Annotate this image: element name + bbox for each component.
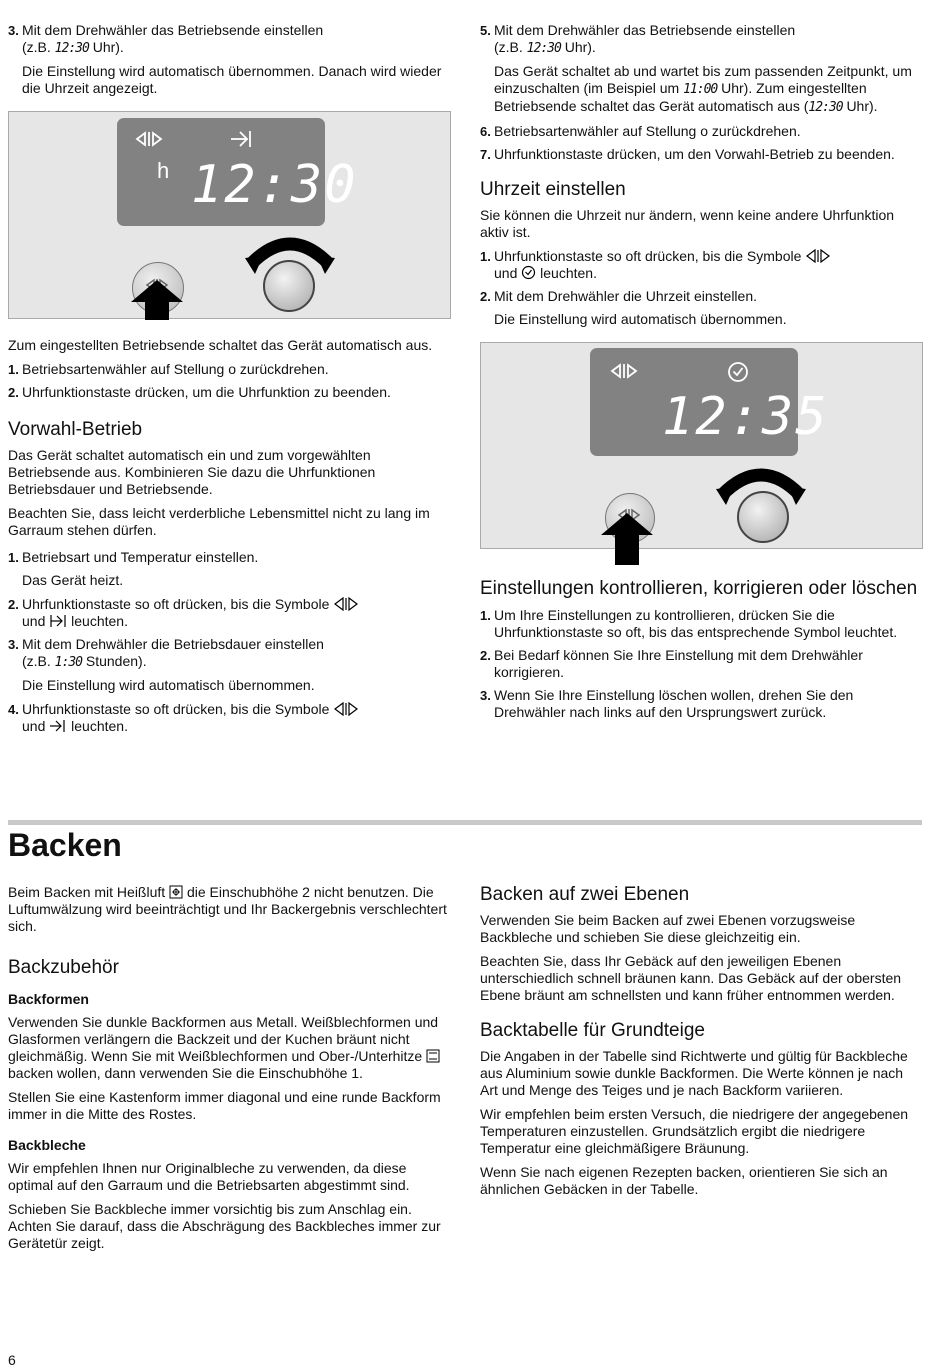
step-text: Mit dem Drehwähler das Betriebsende einstellen	[494, 22, 796, 38]
step-number: 1.	[480, 249, 491, 264]
step-note: Das Gerät heizt.	[22, 572, 124, 588]
press-arrow-icon	[131, 280, 183, 320]
section-heading: Backen auf zwei Ebenen	[480, 884, 690, 905]
example-time: 12:30	[526, 41, 561, 56]
step-text: Betriebsartenwähler auf Stellung o zurückdrehen.	[494, 123, 801, 139]
step	[480, 123, 923, 140]
clock-function-icon	[805, 249, 831, 263]
example-time: 12:30	[54, 41, 89, 56]
example-time: 11:00	[683, 82, 718, 97]
step-number: 6.	[480, 124, 491, 139]
paragraph: Beim Backen mit Heißluft die Einschubhöhe 2 nicht benutzen. Die Luftumwälzung wird beeinträchtigt und Ihr Backergebnis verschlechtert sich.	[8, 884, 447, 934]
press-arrow-icon	[601, 513, 653, 565]
step-text: Uhrfunktionstaste so oft drücken, bis die Symbole	[494, 248, 802, 264]
section-heading: Vorwahl-Betrieb	[8, 419, 143, 440]
step-number: 1.	[480, 608, 491, 623]
backen-right-column	[480, 884, 923, 1205]
section-heading: Backzubehör	[8, 957, 119, 978]
step	[8, 549, 451, 566]
step	[8, 384, 451, 401]
left-column	[8, 22, 451, 741]
step-text: und	[494, 265, 518, 281]
step	[8, 22, 451, 57]
step	[480, 288, 923, 305]
lcd-hour-unit: h	[157, 158, 170, 183]
step-number: 2.	[480, 648, 491, 663]
step	[480, 248, 923, 282]
example-post: Uhr).	[564, 39, 596, 55]
step-text: Bei Bedarf können Sie Ihre Einstellung mit dem Drehwähler korrigieren.	[494, 647, 863, 680]
example-pre: (z.B.	[22, 39, 51, 55]
end-time-icon	[49, 719, 67, 733]
clock-function-icon	[333, 702, 359, 716]
step-text: leuchten.	[540, 265, 597, 281]
example-time: 1:30	[54, 655, 82, 670]
chapter-title: Backen	[8, 827, 122, 863]
paragraph: Verwenden Sie beim Backen auf zwei Ebenen vorzugsweise Backbleche und schieben Sie diese gleichzeitig ein.	[480, 912, 856, 945]
step-note: Die Einstellung wird automatisch übernommen. Danach wird wieder die Uhrzeit angezeigt.	[22, 63, 442, 96]
step-number: 1.	[8, 550, 19, 565]
step	[480, 687, 923, 721]
subsection-heading: Backformen	[8, 991, 89, 1007]
section-heading: Backtabelle für Grundteige	[480, 1020, 705, 1041]
step-number: 3.	[8, 637, 19, 652]
paragraph: Wir empfehlen Ihnen nur Originalbleche zu verwenden, da diese optimal auf den Garraum und die Betriebsarten abgestimmt sind.	[8, 1160, 410, 1193]
step-note: Die Einstellung wird automatisch übernommen.	[494, 311, 787, 327]
step	[480, 146, 923, 163]
step	[480, 22, 923, 57]
paragraph: Zum eingestellten Betriebsende schaltet das Gerät automatisch aus.	[8, 337, 433, 353]
paragraph: Stellen Sie eine Kastenform immer diagonal und eine runde Backform immer in die Mitte des Rostes.	[8, 1089, 441, 1122]
step-text: Uhrfunktionstaste drücken, um die Uhrfunktion zu beenden.	[22, 384, 391, 400]
step-number: 3.	[8, 23, 19, 38]
rotary-knob[interactable]	[263, 260, 315, 312]
paragraph: Verwenden Sie dunkle Backformen aus Metall. Weißblechformen und Glasformen verlängern die Backzeit und der Kuchen bräunt nicht gleichmäßig. Wenn Sie mit Weißblechformen und Ober-/Unterhitze backen wollen, dann verwenden Sie die Einschubhöhe 1.	[8, 1014, 451, 1082]
step-number: 2.	[480, 289, 491, 304]
paragraph: Wir empfehlen beim ersten Versuch, die niedrigere der angegebenen Temperaturen einzustellen. Grundsätzlich ergibt die niedrigere Temperatur eine gleichmäßigere Bräunung.	[480, 1106, 909, 1156]
clock-function-icon	[610, 363, 638, 379]
example-post: Uhr).	[92, 39, 124, 55]
hot-air-icon	[169, 885, 183, 899]
step-number: 4.	[8, 702, 19, 717]
step-text: leuchten.	[71, 718, 128, 734]
backen-left-column	[8, 884, 451, 1259]
clock-function-icon	[135, 131, 163, 147]
oven-display-illustration	[480, 342, 923, 549]
clock-function-icon	[333, 597, 359, 611]
example-post: Stunden).	[85, 653, 147, 669]
step-number: 2.	[8, 385, 19, 400]
step-number: 1.	[8, 362, 19, 377]
clock-icon	[727, 361, 749, 383]
step-text: und	[22, 718, 46, 734]
section-heading: Uhrzeit einstellen	[480, 179, 626, 200]
lcd-screen	[117, 118, 358, 226]
clock-icon	[521, 265, 536, 280]
step	[8, 701, 451, 735]
lcd-time: 12:30	[191, 155, 358, 215]
paragraph: Sie können die Uhrzeit nur ändern, wenn keine andere Uhrfunktion aktiv ist.	[480, 207, 895, 240]
step-text: und	[22, 613, 46, 629]
section-heading: Einstellungen kontrollieren, korrigieren oder löschen	[480, 578, 918, 599]
paragraph: Das Gerät schaltet automatisch ein und zum vorgewählten Betriebsende aus. Kombinieren Sie dazu die Uhrfunktionen Betriebsdauer und Betriebsende.	[8, 447, 376, 497]
rotary-knob[interactable]	[737, 491, 789, 543]
step-text: leuchten.	[71, 613, 128, 629]
lcd-screen	[590, 348, 829, 456]
step-note: Das Gerät schaltet ab und wartet bis zum passenden Zeitpunkt, um einzuschalten (im Beispiel um 11:00 Uhr). Zum eingestellten Betriebsende schaltet das Gerät automatisch aus (12:30 Uhr).	[494, 63, 912, 115]
paragraph: Beachten Sie, dass leicht verderbliche Lebensmittel nicht zu lang im Garraum stehen dürfen.	[8, 505, 430, 538]
step-text: Wenn Sie Ihre Einstellung löschen wollen, drehen Sie den Drehwähler nach links auf den Ursprungswert zurück.	[494, 687, 854, 720]
step-number: 2.	[8, 597, 19, 612]
duration-icon	[49, 614, 67, 628]
paragraph: Beachten Sie, dass Ihr Gebäck auf den jeweiligen Ebenen unterschiedlich schnell bräunen kann. Das Gebäck auf der obersten Ebene bräunt am schnellsten und kann früher entnommen werden.	[480, 953, 902, 1003]
step-text: Uhrfunktionstaste so oft drücken, bis die Symbole	[22, 596, 330, 612]
section-divider	[8, 820, 922, 825]
step-text: Um Ihre Einstellungen zu kontrollieren, drücken Sie die Uhrfunktionstaste so oft, bis das entsprechende Symbol leuchtet.	[494, 607, 898, 640]
oven-display-illustration	[8, 111, 451, 319]
step-text: Mit dem Drehwähler die Uhrzeit einstellen.	[494, 288, 757, 304]
step	[480, 647, 923, 681]
end-time-icon	[229, 130, 253, 148]
step-number: 7.	[480, 147, 491, 162]
step-text: Betriebsart und Temperatur einstellen.	[22, 549, 259, 565]
step-text: Uhrfunktionstaste drücken, um den Vorwahl-Betrieb zu beenden.	[494, 146, 895, 162]
page-number: 6	[8, 1352, 16, 1368]
example-pre: (z.B.	[494, 39, 523, 55]
top-bottom-heat-icon	[426, 1049, 440, 1063]
paragraph: Wenn Sie nach eigenen Rezepten backen, orientieren Sie sich an ähnlichen Gebäcken in der Tabelle.	[480, 1164, 888, 1197]
step-text: Uhrfunktionstaste so oft drücken, bis die Symbole	[22, 701, 330, 717]
step-text: Mit dem Drehwähler das Betriebsende einstellen	[22, 22, 324, 38]
step	[8, 596, 451, 630]
step-text: Betriebsartenwähler auf Stellung o zurückdrehen.	[22, 361, 329, 377]
example-time: 12:30	[808, 100, 843, 115]
paragraph: Schieben Sie Backbleche immer vorsichtig bis zum Anschlag ein. Achten Sie darauf, dass die Abschrägung des Backbleches immer zur Gerätetür zeigt.	[8, 1201, 441, 1251]
step	[480, 607, 923, 641]
right-column	[480, 22, 923, 727]
step-note: Die Einstellung wird automatisch übernommen.	[22, 677, 315, 693]
lcd-time: 12:35	[662, 387, 829, 447]
step-number: 3.	[480, 688, 491, 703]
paragraph: Die Angaben in der Tabelle sind Richtwerte und gültig für Backbleche aus Aluminium sowie dunkle Backformen. Die Werte können je nach Art und Menge des Teiges und je nach Backform variieren.	[480, 1048, 908, 1098]
example-pre: (z.B.	[22, 653, 51, 669]
step	[8, 361, 451, 378]
step-number: 5.	[480, 23, 491, 38]
step	[8, 636, 451, 671]
step-text: Mit dem Drehwähler die Betriebsdauer einstellen	[22, 636, 324, 652]
subsection-heading: Backbleche	[8, 1137, 86, 1153]
